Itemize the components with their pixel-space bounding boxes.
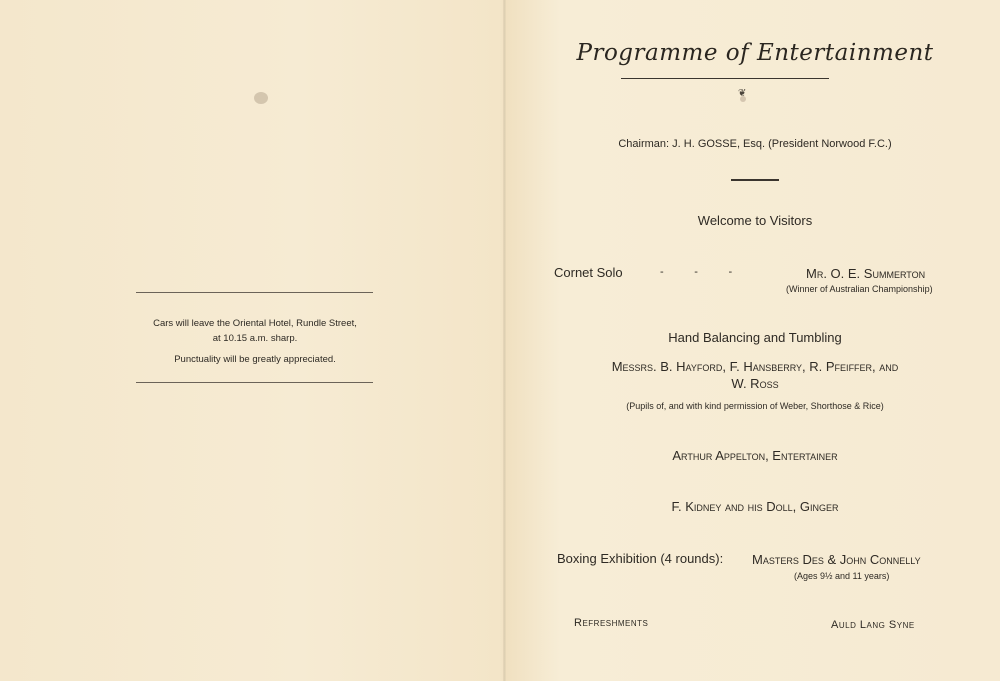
cars-line-1: Cars will leave the Oriental Hotel, Rundle Street,	[153, 318, 357, 329]
hand-balancing-performers-1: Messrs. B. Hayford, F. Hansberry, R. Pfeiffer, and	[611, 359, 899, 374]
hand-balancing-item: Hand Balancing and Tumbling	[668, 330, 842, 345]
welcome-line: Welcome to Visitors	[697, 213, 813, 228]
auld-lang-syne-line: Auld Lang Syne	[831, 619, 915, 631]
programme-title: Programme of Entertainment	[576, 40, 934, 66]
cars-line-2: at 10.15 a.m. sharp.	[212, 333, 298, 344]
chairman-line: Chairman: J. H. GOSSE, Esq. (President Norwood F.C.)	[618, 138, 892, 150]
refreshments-line: Refreshments	[574, 617, 649, 629]
hand-balancing-performers-2: W. Ross	[731, 376, 779, 391]
stain-spot	[254, 92, 268, 104]
kidney-line: F. Kidney and his Doll, Ginger	[671, 499, 839, 514]
connelly-note: (Ages 9½ and 11 years)	[794, 571, 890, 581]
summerton-note: (Winner of Australian Championship)	[786, 284, 933, 294]
cornet-dashes: - - -	[660, 266, 733, 278]
hand-balancing-note: (Pupils of, and with kind permission of Weber, Shorthose & Rice)	[626, 401, 884, 411]
summerton-performer: Mr. O. E. Summerton	[806, 266, 926, 281]
left-bottom-rule	[136, 382, 373, 383]
arthur-appelton-line: Arthur Appelton, Entertainer	[672, 448, 838, 463]
boxing-item: Boxing Exhibition (4 rounds):	[557, 551, 724, 566]
punctuality-line: Punctuality will be greatly appreciated.	[174, 354, 336, 365]
cars-notice	[120, 316, 390, 367]
ornament-icon: ❦	[738, 88, 747, 99]
fold-crease	[503, 0, 506, 681]
title-rule	[621, 78, 829, 79]
left-top-rule	[136, 292, 373, 293]
short-rule	[731, 179, 779, 181]
connelly-performers: Masters Des & John Connelly	[752, 552, 921, 567]
cornet-solo-item: Cornet Solo	[554, 265, 623, 280]
